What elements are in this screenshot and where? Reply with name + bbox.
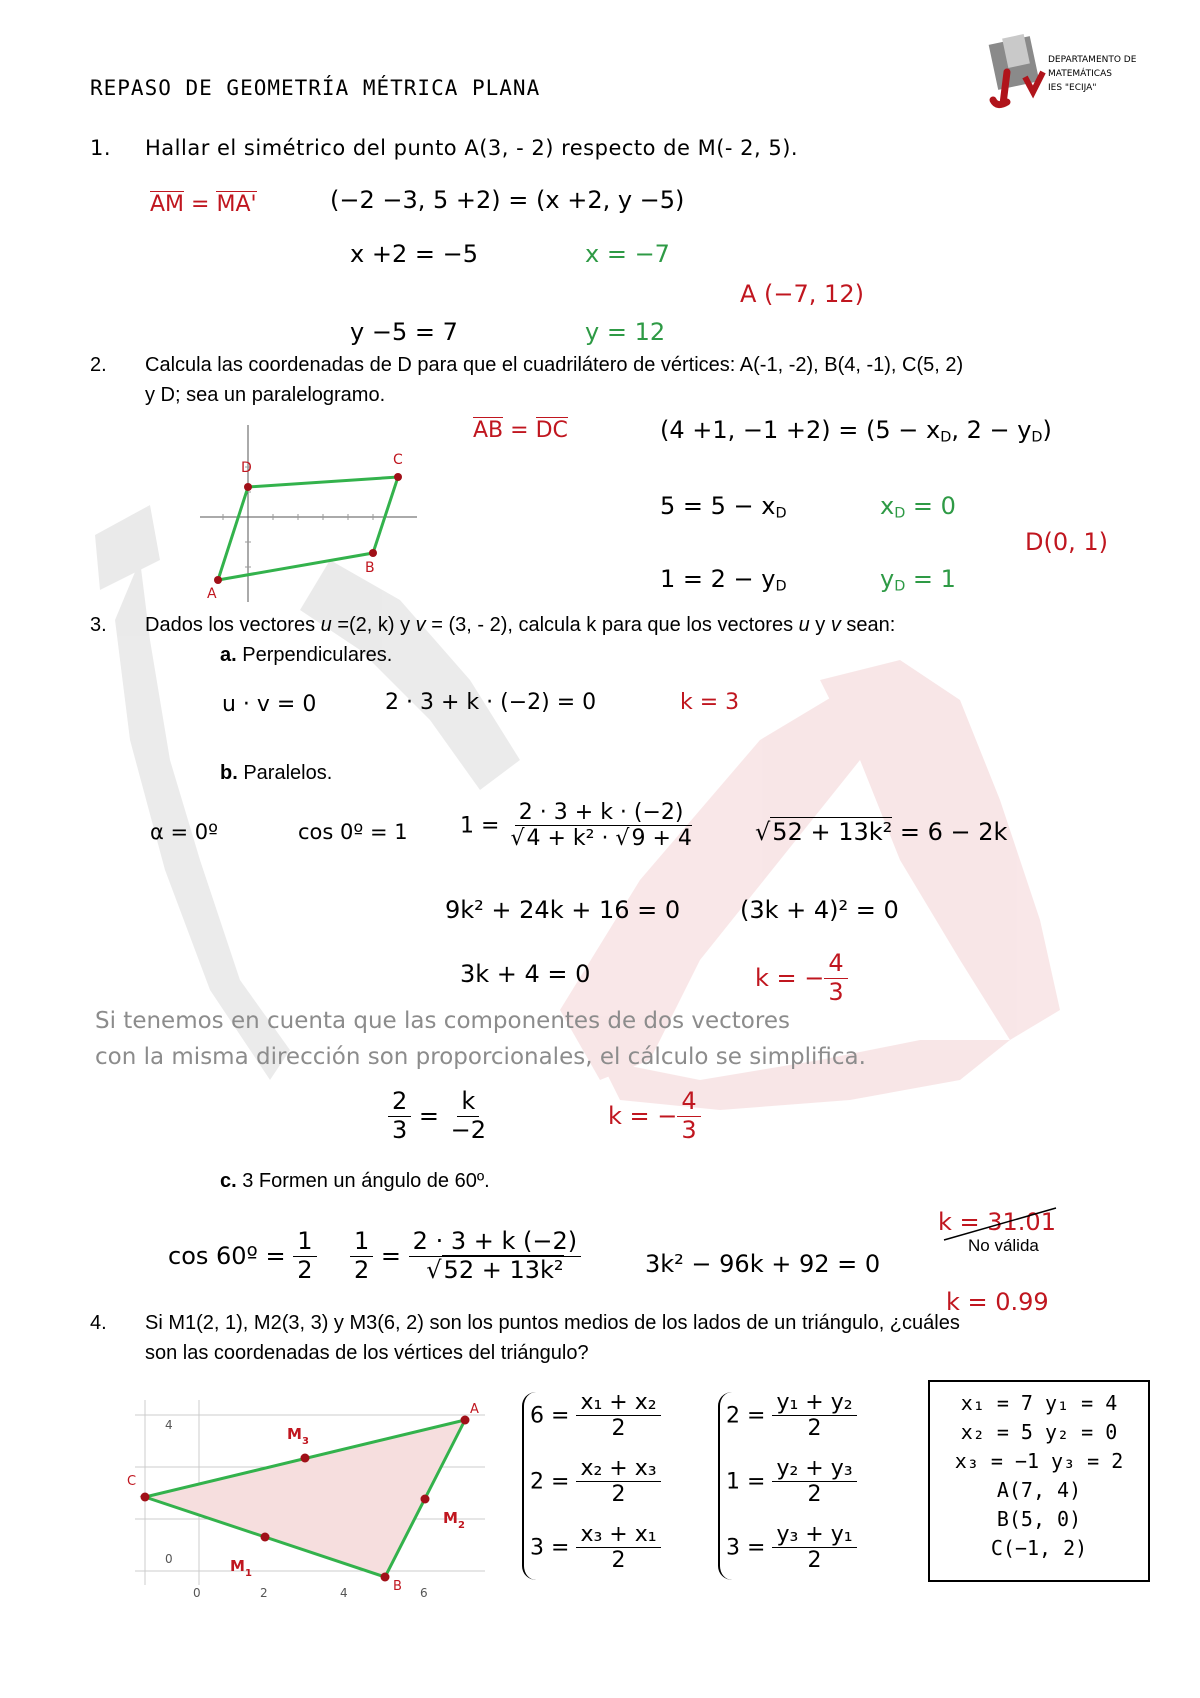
p3b-prop-eq: = bbox=[418, 1102, 440, 1131]
p3c-cos-equation bbox=[168, 1228, 317, 1284]
p3b-prop-frac1 bbox=[388, 1088, 411, 1144]
p3-text-c: = (3, - 2), calcula k para que los vectores bbox=[425, 614, 799, 636]
p3a-result: k = 3 bbox=[680, 690, 740, 715]
p3-vector-u: u bbox=[320, 614, 332, 636]
p2-point-a bbox=[214, 576, 222, 584]
p4-sx3-lhs: 3 = bbox=[530, 1535, 570, 1561]
p3c-result-2: k = 0.99 bbox=[946, 1288, 1049, 1316]
p4-sy1-num: y₁ + y₂ bbox=[772, 1390, 856, 1416]
p3b-frac-denominator: √4 + k² · √9 + 4 bbox=[510, 826, 692, 852]
p4-answer-line-1: x₁ = 7 y₁ = 4 bbox=[960, 1391, 1118, 1415]
p4-sx3-frac bbox=[576, 1522, 660, 1574]
p1-equation-3: y −5 = 7 bbox=[350, 318, 458, 346]
p3c-half2-den: 2 bbox=[354, 1255, 370, 1284]
p3b-prop-frac2 bbox=[447, 1088, 490, 1144]
p3b-label bbox=[220, 762, 332, 785]
p3c-frac-num: 2 · 3 + k (−2) bbox=[409, 1228, 581, 1257]
p4-sy3-lhs: 3 = bbox=[726, 1535, 766, 1561]
p4-answer-line-3: x₃ = −1 y₃ = 2 bbox=[954, 1449, 1124, 1473]
p2-eq1-part1: (4 +1, −1 +2) = (5 − x bbox=[660, 416, 941, 444]
p4-label-m2: $M_2$ bbox=[443, 1509, 465, 1531]
p2-res-y-sub: D bbox=[894, 578, 906, 595]
p3b-fraction-equation bbox=[460, 800, 696, 852]
p4-sy3-den: 2 bbox=[807, 1548, 822, 1574]
p3b-prop-den2: −2 bbox=[450, 1115, 487, 1144]
p2-statement-line2: y D; sea un paralelogramo. bbox=[145, 384, 386, 406]
p4-point-b bbox=[381, 1573, 390, 1582]
p2-res-x-val: = 0 bbox=[905, 492, 956, 520]
p4-triangle-figure bbox=[125, 1385, 495, 1600]
p2-eq2-text: 5 = 5 − x bbox=[660, 492, 776, 520]
p3b-result-num: 4 bbox=[824, 950, 847, 979]
p3c-frac-den: √52 + 13k² bbox=[426, 1255, 564, 1284]
p1-number: 1. bbox=[90, 136, 112, 160]
p2-label-d: D bbox=[241, 460, 252, 476]
p3c-fraction-equation bbox=[350, 1228, 581, 1284]
p1-vector-ma: MA' bbox=[216, 192, 257, 217]
p4-sx3-num: x₃ + x₁ bbox=[576, 1522, 660, 1548]
p2-res-x-var: x bbox=[880, 492, 895, 520]
p3b-frac-numerator: 2 · 3 + k · (−2) bbox=[515, 800, 688, 826]
p1-vector-eq-sign: = bbox=[191, 192, 210, 217]
p3-text-e: sean: bbox=[840, 614, 896, 636]
p3b-note-line1: Si tenemos en cuenta que las componentes de dos vectores bbox=[95, 1008, 790, 1034]
p3b-frac-lhs: 1 = bbox=[460, 813, 500, 839]
p3b-cos: cos 0º = 1 bbox=[298, 820, 408, 844]
logo-text-line1: DEPARTAMENTO DE bbox=[1048, 55, 1137, 65]
p2-label-c: C bbox=[393, 452, 403, 468]
p1-result-y: y = 12 bbox=[585, 318, 666, 346]
p4-sy2-den: 2 bbox=[807, 1482, 822, 1508]
p3c-half2-num: 1 bbox=[350, 1228, 373, 1257]
p4-sx3-den: 2 bbox=[611, 1548, 626, 1574]
logo-text-line3: IES "ECIJA" bbox=[1048, 83, 1097, 93]
page-title: REPASO DE GEOMETRÍA MÉTRICA PLANA bbox=[90, 76, 541, 100]
p4-answer-line-2: x₂ = 5 y₂ = 0 bbox=[960, 1420, 1118, 1444]
p4-sy2-num: y₂ + y₃ bbox=[772, 1456, 856, 1482]
p4-label-b: B bbox=[393, 1579, 402, 1594]
p2-point-d bbox=[244, 483, 252, 491]
p4-tick-x-0: 0 bbox=[193, 1586, 201, 1600]
p3-text-d: y bbox=[809, 614, 831, 636]
p3b-sqrt-radicand: 52 + 13k² bbox=[772, 818, 893, 846]
p2-res-x-sub: D bbox=[894, 505, 906, 522]
p2-label-b: B bbox=[365, 560, 375, 576]
p4-tick-y-0: 0 bbox=[165, 1552, 173, 1566]
p2-result-y bbox=[880, 565, 956, 595]
p2-res-y-val: = 1 bbox=[905, 565, 956, 593]
p3b-prop-den1: 3 bbox=[392, 1115, 408, 1144]
p4-sx2-lhs: 2 = bbox=[530, 1469, 570, 1495]
p4-sy2-frac bbox=[772, 1456, 856, 1508]
p3c-fraction bbox=[409, 1228, 581, 1284]
p2-equation-1 bbox=[660, 416, 1052, 446]
p4-statement-line1: Si M1(2, 1), M2(3, 3) y M3(6, 2) son los puntos medios de los lados de un triángulo, ¿cuáles bbox=[145, 1312, 960, 1334]
p3b-prop-num1: 2 bbox=[388, 1088, 411, 1117]
department-logo bbox=[985, 32, 1165, 112]
logo-text-line2: MATEMÁTICAS bbox=[1048, 69, 1112, 79]
p3b-note-line2: con la misma dirección son proporcionales, el cálculo se simplifica. bbox=[95, 1044, 866, 1070]
p4-point-m3 bbox=[301, 1454, 310, 1463]
p2-eq3-text: 1 = 2 − y bbox=[660, 565, 776, 593]
p3a-dot-product: u · v = 0 bbox=[222, 692, 317, 717]
p3b-equation-1: 9k² + 24k + 16 = 0 bbox=[445, 896, 681, 924]
p4-sx2-frac bbox=[576, 1456, 660, 1508]
p4-system-y-eq2 bbox=[726, 1456, 857, 1508]
p3b-proportion bbox=[388, 1088, 490, 1144]
p3b-frac-den-root2: 9 + 4 bbox=[631, 826, 692, 852]
p4-sx2-den: 2 bbox=[611, 1482, 626, 1508]
p3b-prop-num2: k bbox=[457, 1088, 479, 1117]
p2-number: 2. bbox=[90, 354, 107, 376]
p4-sx1-frac bbox=[576, 1390, 660, 1442]
p4-answer-vertex-b: B(5, 0) bbox=[996, 1507, 1082, 1531]
p3b-result bbox=[755, 950, 848, 1006]
p3b-text: Paralelos. bbox=[243, 762, 333, 784]
p3c-half-den: 2 bbox=[297, 1255, 313, 1284]
p3c-eq-sign: = bbox=[380, 1242, 402, 1271]
p3-text-b: =(2, k) y bbox=[331, 614, 416, 636]
p4-answer-vertex-a: A(7, 4) bbox=[996, 1478, 1082, 1502]
p3c-letter: c. bbox=[220, 1170, 237, 1192]
p1-vector-equality bbox=[150, 192, 257, 217]
p4-system-x-eq3 bbox=[530, 1522, 661, 1574]
p4-sy1-den: 2 bbox=[807, 1416, 822, 1442]
p4-sy2-lhs: 1 = bbox=[726, 1469, 766, 1495]
p3c-cos-lhs: cos 60º = bbox=[168, 1242, 286, 1271]
p3-vector-v-2: v bbox=[830, 614, 841, 636]
p2-eq1-sub1: D bbox=[940, 429, 952, 446]
p3b-result2-num: 4 bbox=[677, 1088, 700, 1117]
p2-eq1-sub2: D bbox=[1031, 429, 1043, 446]
p3b-result-den: 3 bbox=[828, 977, 844, 1006]
p4-label-m3: $M_3$ bbox=[287, 1425, 309, 1447]
p4-answer-vertex-c: C(−1, 2) bbox=[990, 1536, 1088, 1560]
p3b-sqrt-rhs: = 6 − 2k bbox=[892, 818, 1008, 846]
p1-vector-am: AM bbox=[150, 192, 185, 217]
p3-vector-u-2: u bbox=[798, 614, 810, 636]
p3b-fraction bbox=[506, 800, 695, 852]
p4-statement-line2: son las coordenadas de los vértices del triángulo? bbox=[145, 1342, 589, 1364]
p2-point-b bbox=[369, 549, 377, 557]
p4-tick-y-4: 4 bbox=[165, 1418, 173, 1432]
p4-label-a: A bbox=[470, 1402, 479, 1417]
p3a-letter: a. bbox=[220, 644, 237, 666]
p4-sy3-num: y₃ + y₁ bbox=[772, 1522, 856, 1548]
p3b-result-2 bbox=[608, 1088, 701, 1144]
p4-tick-x-4: 4 bbox=[340, 1586, 348, 1600]
p4-number: 4. bbox=[90, 1312, 107, 1334]
p4-sx1-num: x₁ + x₂ bbox=[576, 1390, 660, 1416]
p3b-equation-3: 3k + 4 = 0 bbox=[460, 960, 591, 988]
p2-statement-line1: Calcula las coordenadas de D para que el cuadrilátero de vértices: A(-1, -2), B(4, -1), C(5, 2) bbox=[145, 354, 964, 376]
p2-equation-3 bbox=[660, 565, 787, 595]
p2-res-y-var: y bbox=[880, 565, 895, 593]
p4-system-x-eq2 bbox=[530, 1456, 661, 1508]
p4-tick-x-6: 6 bbox=[420, 1586, 428, 1600]
p3c-label bbox=[220, 1170, 490, 1193]
p4-sx1-den: 2 bbox=[611, 1416, 626, 1442]
p4-point-m1 bbox=[261, 1533, 270, 1542]
p4-point-a bbox=[461, 1416, 470, 1425]
p4-system-y-eq3 bbox=[726, 1522, 857, 1574]
p3a-text: Perpendiculares. bbox=[242, 644, 393, 666]
p3c-half-num: 1 bbox=[293, 1228, 316, 1257]
p3a-equation: 2 · 3 + k · (−2) = 0 bbox=[385, 690, 597, 715]
p2-point-c bbox=[394, 473, 402, 481]
p3b-result2-fraction bbox=[677, 1088, 700, 1144]
p2-vector-eq-sign: = bbox=[510, 418, 529, 443]
p4-tick-x-2: 2 bbox=[260, 1586, 268, 1600]
p3-text-a: Dados los vectores bbox=[145, 614, 321, 636]
p3b-alpha: α = 0º bbox=[150, 820, 219, 844]
logo-mark bbox=[989, 34, 1043, 105]
p2-vector-equality bbox=[473, 418, 568, 443]
p2-label-a: A bbox=[207, 586, 217, 602]
p3b-sqrt-equation: √52 + 13k² = 6 − 2k bbox=[755, 818, 1008, 846]
p2-vector-ab: AB bbox=[473, 418, 504, 443]
p3b-frac-den-root1: 4 + k² bbox=[526, 826, 595, 852]
p4-answer-box bbox=[928, 1380, 1150, 1582]
p2-eq1-part3: ) bbox=[1042, 416, 1052, 444]
p2-equation-2 bbox=[660, 492, 787, 522]
p4-point-c bbox=[141, 1493, 150, 1502]
p3b-result2-den: 3 bbox=[681, 1115, 697, 1144]
p1-equation-1: (−2 −3, 5 +2) = (x +2, y −5) bbox=[330, 186, 685, 214]
p3c-polynomial: 3k² − 96k + 92 = 0 bbox=[645, 1250, 881, 1278]
p3c-frac-den-radicand: 52 + 13k² bbox=[443, 1255, 564, 1284]
p4-sx1-lhs: 6 = bbox=[530, 1403, 570, 1429]
p2-eq3-sub: D bbox=[775, 578, 787, 595]
p3b-equation-2: (3k + 4)² = 0 bbox=[740, 896, 899, 924]
p3-statement bbox=[145, 614, 895, 637]
p4-system-x-eq1 bbox=[530, 1390, 661, 1442]
p2-eq2-sub: D bbox=[775, 505, 787, 522]
p3-number: 3. bbox=[90, 614, 107, 636]
p3b-result-fraction bbox=[824, 950, 847, 1006]
p3b-letter: b. bbox=[220, 762, 238, 784]
p3c-result-1-note: No válida bbox=[968, 1236, 1039, 1255]
p3c-result-1: k = 31.01 bbox=[938, 1208, 1056, 1236]
p3a-label bbox=[220, 644, 392, 667]
p1-statement: Hallar el simétrico del punto A(3, - 2) respecto de M(- 2, 5). bbox=[145, 136, 799, 160]
p4-label-c: C bbox=[127, 1474, 137, 1489]
p4-point-m2 bbox=[421, 1495, 430, 1504]
p4-sy1-frac bbox=[772, 1390, 856, 1442]
p3c-half-2 bbox=[350, 1228, 373, 1284]
p2-result-x bbox=[880, 492, 956, 522]
p3c-half bbox=[293, 1228, 316, 1284]
p3-vector-v: v bbox=[415, 614, 426, 636]
p2-eq1-part2: , 2 − y bbox=[951, 416, 1032, 444]
p4-label-m1: $M_1$ bbox=[230, 1557, 252, 1579]
p1-equation-2: x +2 = −5 bbox=[350, 240, 478, 268]
p1-answer: A (−7, 12) bbox=[740, 280, 864, 308]
p3b-result-lhs: k = − bbox=[755, 964, 825, 993]
p4-sy1-lhs: 2 = bbox=[726, 1403, 766, 1429]
p2-parallelogram-figure bbox=[195, 420, 425, 605]
p4-sx2-num: x₂ + x₃ bbox=[576, 1456, 660, 1482]
p2-answer: D(0, 1) bbox=[1025, 528, 1109, 556]
p3b-result2-lhs: k = − bbox=[608, 1102, 678, 1131]
p2-vector-dc: DC bbox=[535, 418, 568, 443]
p1-result-x: x = −7 bbox=[585, 240, 670, 268]
p4-system-y-eq1 bbox=[726, 1390, 857, 1442]
p4-sy3-frac bbox=[772, 1522, 856, 1574]
p3c-text: 3 Formen un ángulo de 60º. bbox=[242, 1170, 490, 1192]
